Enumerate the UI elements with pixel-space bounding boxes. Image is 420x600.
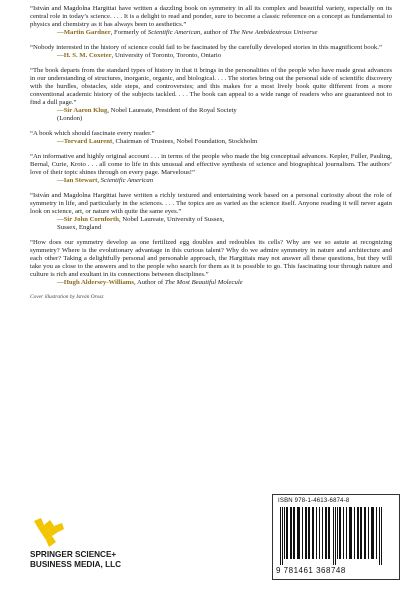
endorsement-quote (30, 192, 392, 232)
endorser-name: Sir Aaron Klug (63, 107, 108, 114)
quote-attribution: —Hugh Aldersey-Williams, Author of The Most Beautiful Molecule (57, 279, 243, 286)
publisher-name-line-2: BUSINESS MEDIA, LLC (30, 560, 121, 569)
endorser-affiliation: , Nobel Laureate, University of Sussex, (118, 216, 225, 223)
endorsement-quote (30, 153, 392, 185)
publisher-logo (30, 517, 150, 587)
quote-text: “An informative and highly original account . . . in terms of the people who made the big conceptual advances. Kepler, Fuller, Pauling, Bernal, Curie, Kroto . . . all come to life in this unusual and effective synthesis of science and biographical journalism. The authors’ love of their topic shines through on every page. Marvelous!” (30, 153, 392, 176)
quote-text: “István and Magdolna Hargittai have written a richly textured and entertaining work based on a personal curiosity about the role of symmetry in life, and particularly in the sciences. . . . The topics are as varied as the science itself. Anyone reading it will never again look on science, art, or nature with quite the same eyes.” (30, 192, 392, 215)
endorsement-quote (30, 5, 392, 37)
endorsement-quote (30, 239, 392, 287)
endorser-publication: Scientific American (100, 177, 154, 184)
endorser-affiliation-cont: , author of (200, 29, 230, 36)
endorsement-quote (30, 130, 392, 146)
endorser-name: Torvard Laurent (63, 138, 113, 145)
springer-horse-icon (32, 517, 66, 549)
quote-attribution: —H. S. M. Coxeter, University of Toronto, Toronto, Ontario (57, 52, 222, 59)
quote-attribution: —Torvard Laurent, Chairman of Trustees, Nobel Foundation, Stockholm (57, 138, 258, 145)
endorser-name: H. S. M. Coxeter (63, 52, 112, 59)
quote-text: “István and Magdolna Hargittai have written a dazzling book on symmetry in all its complex and beautiful variety, especially on its central role in today’s science. . . . It is a delight to read and ponder, sure to become a classic reference on a concept as fundamental to physics and chemistry as it has always been to aesthetics.” (30, 5, 392, 28)
endorser-publication: Scientific American (147, 29, 201, 36)
quote-text: “How does our symmetry develop as one fertilized egg doubles and redoubles its cells? Why are we so astute at recognizing symmetry? Where is the evolutionary advantage in this curious talent? Why do we admire symmetry in nature and architecture and each other? Taking a delightfully personal and personable approach, the Hargittais may not answer all these questions, but they will take you as close to the answers and to the people who search for them as it is possible to go. This fascinating tour through nature and culture is rich and exultant in its connections between disciplines.” (30, 239, 392, 278)
endorser-affiliation: , Chairman of Trustees, Nobel Foundation, Stockholm (112, 138, 258, 145)
endorser-affiliation-line-2: Sussex, England (57, 224, 102, 231)
endorser-affiliation-line-2: (London) (57, 115, 83, 122)
publisher-name-line-1: SPRINGER SCIENCE+ (30, 550, 117, 559)
quote-attribution: —Sir Aaron Klug, Nobel Laureate, President of the Royal Society (London) (30, 107, 392, 123)
endorser-name: Hugh Aldersey-Williams (63, 279, 134, 286)
cover-credit: Cover illustration by István Orosz (30, 294, 104, 300)
quote-attribution: —Sir John Cornforth, Nobel Laureate, University of Sussex, Sussex, England (30, 216, 392, 232)
endorser-affiliation: , University of Toronto, Toronto, Ontario (111, 52, 222, 59)
quote-text: “The book departs from the standard types of history in that it brings in the personalities of the people who have made great advances in our understanding of structures, inorganic, organic, and biological. . . . The stories bring out the personal side of scientific discovery with the hurdles, obstacles, side steps, and controversies; and this makes for a most lively book quite different from a more conventional academic history of the subjects tackled. . . . The book can appeal to a wide range of readers who are guaranteed not to find a dull page.” (30, 67, 392, 106)
endorser-affiliation: , Nobel Laureate, President of the Royal Society (107, 107, 237, 114)
endorser-name: Sir John Cornforth (63, 216, 119, 223)
endorsement-list (30, 5, 392, 287)
quote-attribution: —Ian Stewart, Scientific American (57, 177, 154, 184)
endorser-book-title: The New Ambidextrous Universe (229, 29, 318, 36)
endorser-name: Ian Stewart (63, 177, 98, 184)
endorser-affiliation: , Formerly of (110, 29, 148, 36)
endorsement-quote (30, 67, 392, 123)
barcode-bars (278, 507, 396, 565)
isbn-label: ISBN 978-1-4613-6874-8 (278, 498, 350, 504)
barcode-digits: 9 781461 368748 (276, 566, 346, 575)
endorsement-quote (30, 44, 392, 60)
endorser-affiliation: , (97, 177, 101, 184)
endorser-publication: The Most Beautiful Molecule (164, 279, 243, 286)
endorser-name: Martin Gardner (63, 29, 111, 36)
quote-attribution: —Martin Gardner, Formerly of Scientific American, author of The New Ambidextrous Universe (57, 29, 318, 36)
endorser-affiliation: , Author of (133, 279, 165, 286)
quote-text: “Nobody interested in the history of science could fail to be fascinated by the carefully developed stories in this magnificent book.” (30, 44, 382, 51)
quote-text: “A book which should fascinate every reader.” (30, 130, 155, 137)
isbn-barcode (272, 494, 400, 580)
publisher-name (30, 550, 121, 570)
